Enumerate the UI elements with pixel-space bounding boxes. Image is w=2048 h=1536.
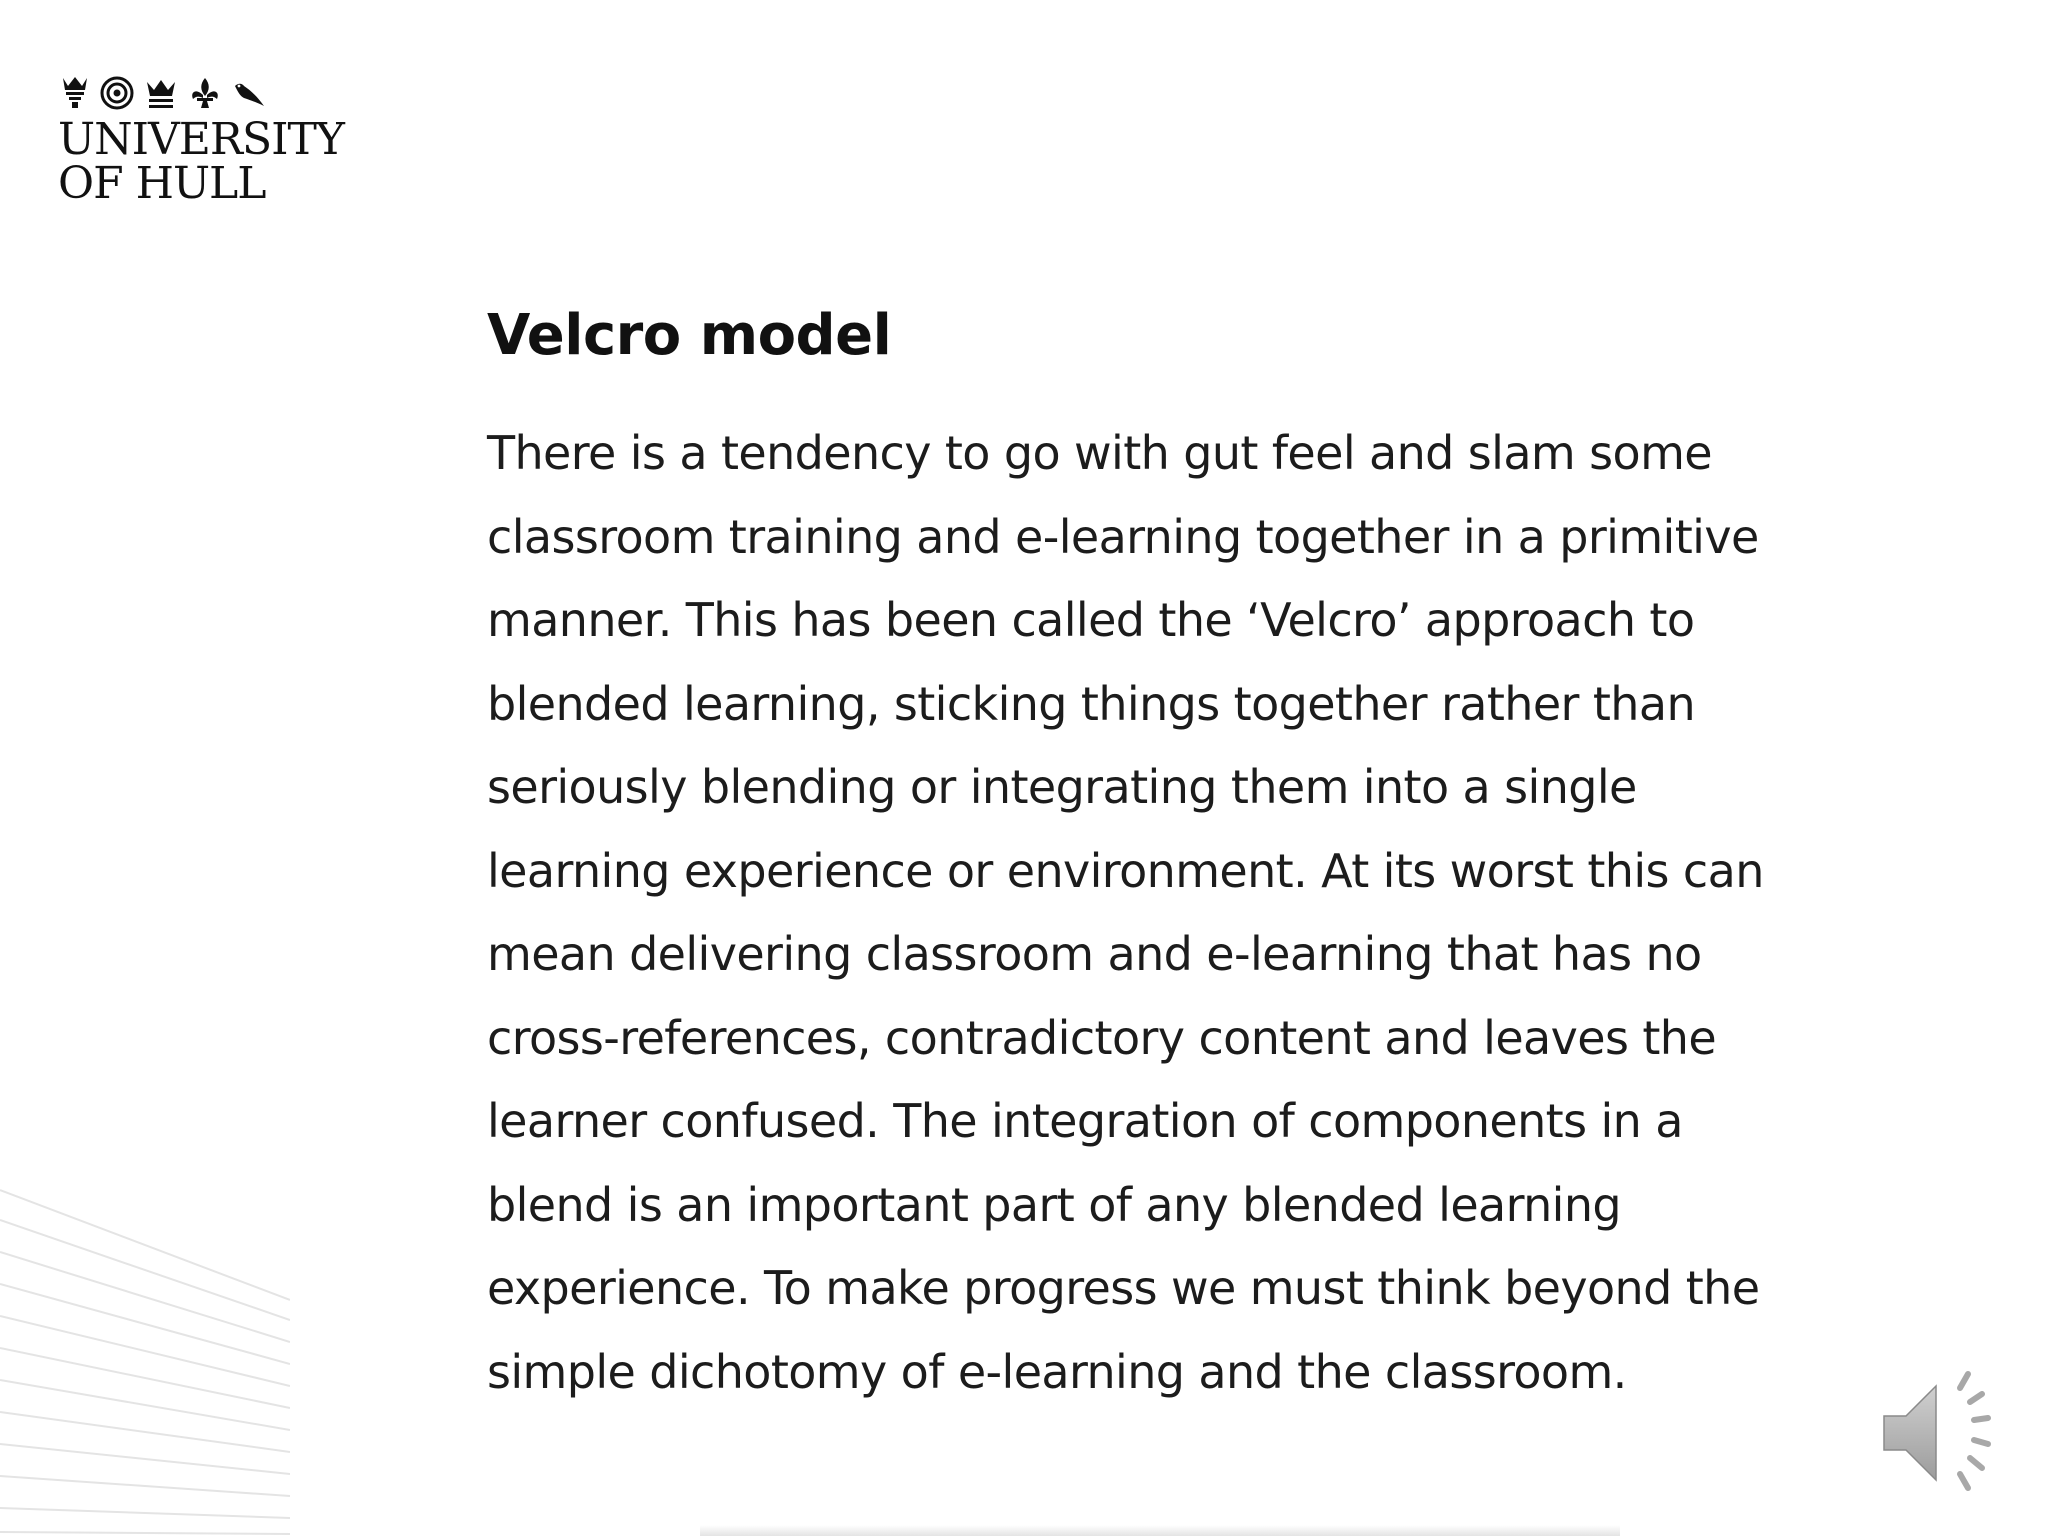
tudor-rose-crown-icon xyxy=(60,74,90,110)
body-line: simple dichotomy of e-learning and the classroom. xyxy=(487,1344,1627,1399)
body-line: manner. This has been called the ‘Velcro’ approach to xyxy=(487,593,1695,647)
rose-icon xyxy=(100,76,134,110)
slide-title: Velcro model xyxy=(487,303,892,368)
speaker-icon xyxy=(1880,1368,2010,1498)
body-line: There is a tendency to go with gut feel and slam some xyxy=(487,426,1712,480)
crest-row xyxy=(60,70,378,110)
university-logo xyxy=(58,70,378,209)
body-line: blended learning, sticking things together rather than xyxy=(487,676,1696,731)
body-line: cross-references, contradictory content and leaves the xyxy=(487,1010,1717,1065)
bird-icon xyxy=(232,80,266,110)
crown-icon xyxy=(144,76,178,110)
university-wordmark xyxy=(58,114,378,209)
decorative-lines xyxy=(0,1170,290,1536)
bottom-shadow xyxy=(700,1525,1620,1536)
body-line: learning experience or environment. At its worst this can xyxy=(487,843,1764,898)
slide-content xyxy=(487,300,1907,1414)
body-line: seriously blending or integrating them into a single xyxy=(487,760,1637,814)
body-line: classroom training and e-learning together in a primitive xyxy=(487,509,1759,564)
body-line: learner confused. The integration of components in a xyxy=(487,1094,1683,1148)
wordmark-line-2: OF HULL xyxy=(58,158,266,209)
wordmark-line-1: UNIVERSITY xyxy=(58,114,344,165)
body-line: blend is an important part of any blended learning xyxy=(487,1177,1621,1232)
fleur-de-lis-icon xyxy=(188,76,222,110)
body-line: mean delivering classroom and e-learning that has no xyxy=(487,927,1702,981)
audio-button[interactable] xyxy=(1880,1368,2010,1498)
body-line: experience. To make progress we must think beyond the xyxy=(487,1261,1760,1315)
slide-body xyxy=(487,412,1907,1414)
